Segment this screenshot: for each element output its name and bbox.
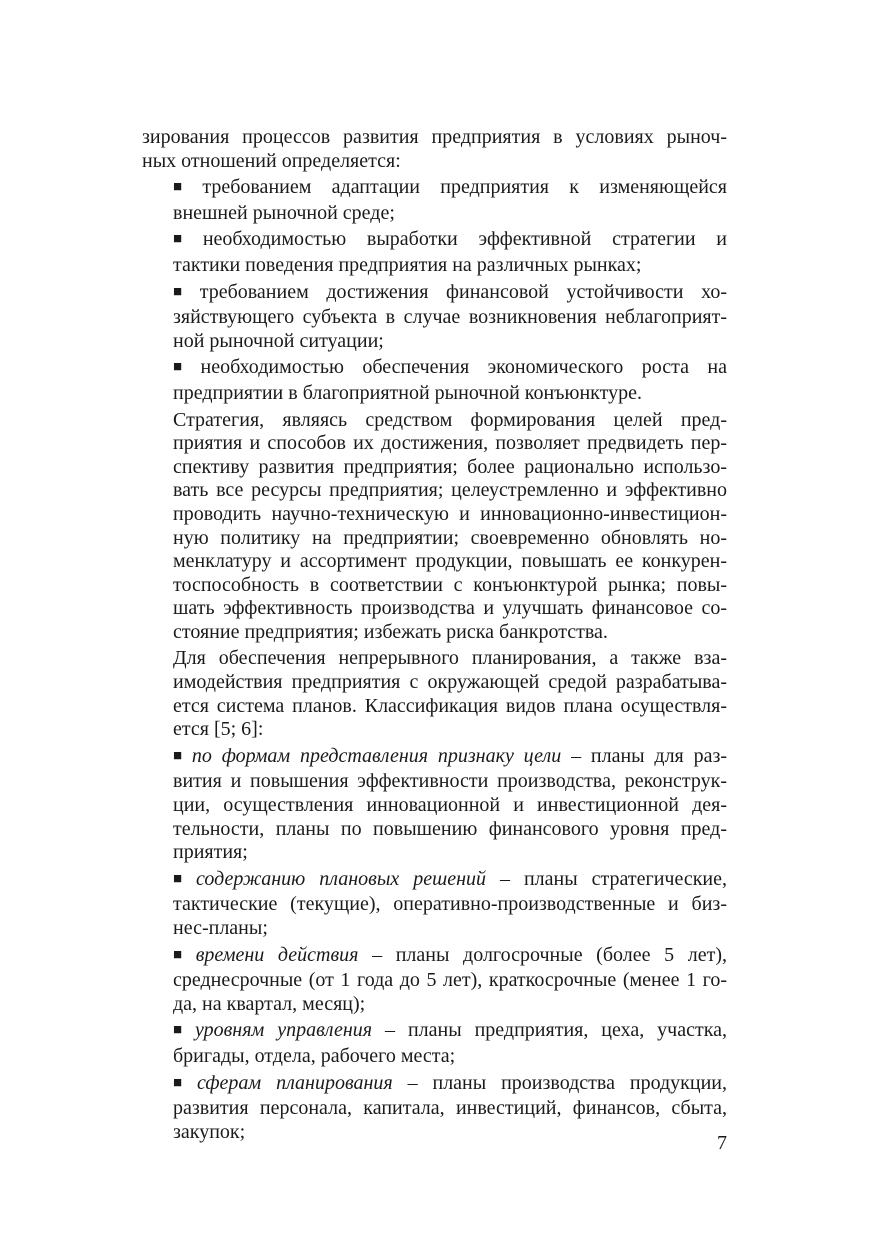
bullet-square-icon: ■: [173, 1022, 190, 1039]
text-line: [142, 1045, 727, 1069]
bullet-square-icon: ■: [173, 359, 196, 376]
text-line: [142, 818, 727, 842]
text-line: [142, 671, 727, 695]
line-text: – планы для раз-: [561, 744, 728, 767]
classification-term: по формам представления признаку цели: [191, 744, 562, 767]
line-text: внешней рыночной среде;: [173, 201, 395, 224]
line-text: имодействия предприятия с окружающей средой разрабатыва-: [173, 671, 727, 694]
list-item: [142, 1072, 727, 1145]
line-text: среднесрочные (от 1 года до 5 лет), краткосрочные (менее 1 го-: [173, 969, 727, 992]
text-line: [142, 841, 727, 865]
classification-term: времени действия: [195, 943, 359, 966]
line-text: Стратегия, являясь средством формирования целей пред-: [173, 408, 727, 431]
line-text: закупок;: [173, 1120, 246, 1143]
text-line: [142, 150, 727, 174]
text-line: [142, 770, 727, 794]
line-text: предприятии в благоприятной рыночной конъюнктуре.: [173, 381, 642, 404]
text-line: [142, 254, 727, 278]
line-text: развития персонала, капитала, инвестиций, финансов, сбыта,: [173, 1097, 727, 1120]
line-text: – планы предприятия, цеха, участка,: [372, 1019, 727, 1042]
text-line: [142, 917, 727, 941]
line-text: требованием адаптации предприятия к изменяющейся: [202, 176, 728, 199]
line-text: тоспособность в соответствии с конъюнктурой рынка; повы-: [173, 573, 727, 596]
line-text: вать все ресурсы предприятия; целеустремленно и эффективно: [173, 479, 727, 502]
text-line: [142, 969, 727, 993]
text-line: [142, 647, 727, 671]
bullet-square-icon: ■: [173, 179, 198, 196]
bullet-square-icon: ■: [173, 283, 195, 300]
text-line: [142, 893, 727, 917]
line-text: приятия;: [173, 841, 248, 864]
page-number: 7: [717, 1132, 727, 1154]
list-item: [142, 868, 727, 941]
text-line: [142, 868, 727, 894]
text-line: [142, 695, 727, 719]
line-text: спективу развития предприятия; более рационально использо-: [173, 455, 727, 478]
text-line: [142, 281, 727, 307]
line-text: – планы стратегические,: [486, 867, 727, 890]
line-text: ется [5; 6]:: [173, 718, 264, 741]
text-line: [142, 527, 727, 551]
text-line: [142, 126, 727, 150]
line-text: требованием достижения финансовой устойчивости хо-: [199, 280, 727, 303]
line-text: – планы производства продукции,: [392, 1071, 727, 1094]
bullet-square-icon: ■: [173, 1074, 192, 1091]
text-line: [142, 503, 727, 527]
list-item: [142, 745, 727, 865]
list-item: [142, 176, 727, 225]
text-line: [142, 1072, 727, 1098]
list-item: [142, 944, 727, 1017]
line-text: тактические (текущие), оперативно-производственные и биз-: [173, 893, 727, 916]
classification-term: сферам планирования: [196, 1071, 393, 1094]
line-text: ных отношений определяется:: [142, 149, 401, 172]
line-text: зирования процессов развития предприятия в условиях рыноч-: [142, 126, 727, 148]
text-line: [142, 597, 727, 621]
text-line: [142, 718, 727, 742]
text-line: [142, 1121, 727, 1145]
classification-term: уровням управления: [195, 1019, 373, 1042]
line-text: – планы долгосрочные (более 5 лет),: [358, 943, 727, 966]
line-text: менклатуру и ассортимент продукции, повышать ее конкурен-: [173, 550, 727, 573]
classification-term: содержанию плановых решений: [196, 867, 486, 890]
text-line: [142, 456, 727, 480]
line-text: ной рыночной ситуации;: [173, 329, 384, 352]
text-line: [142, 574, 727, 598]
line-text: проводить научно-техническую и инновационно-инвестицион-: [173, 502, 727, 525]
line-text: бригады, отдела, рабочего места;: [173, 1044, 456, 1067]
line-text: тактики поведения предприятия на различных рынках;: [173, 253, 642, 276]
line-text: шать эффективность производства и улучшать финансовое со-: [173, 597, 727, 620]
bullet-square-icon: ■: [173, 870, 192, 887]
line-text: нес-планы;: [173, 917, 268, 939]
list-item: [142, 1019, 727, 1068]
line-text: стояние предприятия; избежать риска банкротства.: [173, 620, 608, 643]
line-text: зяйствующего субъекта в случае возникновения неблагоприят-: [173, 306, 727, 329]
list-item: [142, 228, 727, 277]
paragraph: [142, 409, 727, 645]
text-line: [142, 794, 727, 818]
text-line: [142, 382, 727, 406]
paragraph: [142, 126, 727, 173]
line-text: ции, осуществления инновационной и инвестиционной дея-: [173, 794, 727, 817]
line-text: ную политику на предприятии; своевременно обновлять но-: [173, 526, 727, 549]
text-line: [142, 432, 727, 456]
bullet-square-icon: ■: [173, 231, 198, 248]
line-text: тельности, планы по повышению финансового уровня пред-: [173, 817, 727, 840]
text-line: [142, 993, 727, 1017]
text-line: [142, 1097, 727, 1121]
line-text: ется система планов. Классификация видов плана осуществля-: [173, 694, 727, 717]
paragraph: [142, 647, 727, 741]
text-line: [142, 745, 727, 771]
line-text: да, на квартал, месяц);: [173, 992, 366, 1015]
text-line: [142, 621, 727, 645]
line-text: Для обеспечения непрерывного планирования, а также вза-: [173, 647, 727, 670]
list-item: [142, 281, 727, 354]
line-text: необходимостью обеспечения экономического роста на: [200, 356, 728, 379]
text-line: [142, 306, 727, 330]
text-line: [142, 409, 727, 433]
body-text: [142, 126, 727, 1147]
text-line: [142, 330, 727, 354]
text-line: [142, 176, 727, 202]
text-line: [142, 1019, 727, 1045]
text-line: [142, 479, 727, 503]
text-line: [142, 202, 727, 226]
text-line: [142, 356, 727, 382]
bullet-square-icon: ■: [173, 946, 191, 963]
line-text: необходимостью выработки эффективной стратегии и: [202, 228, 728, 251]
text-line: [142, 944, 727, 970]
text-line: [142, 228, 727, 254]
text-line: [142, 550, 727, 574]
line-text: вития и повышения эффективности производства, реконструк-: [173, 770, 727, 793]
list-item: [142, 356, 727, 405]
bullet-square-icon: ■: [173, 747, 187, 764]
line-text: приятия и способов их достижения, позволяет предвидеть пер-: [173, 432, 727, 455]
